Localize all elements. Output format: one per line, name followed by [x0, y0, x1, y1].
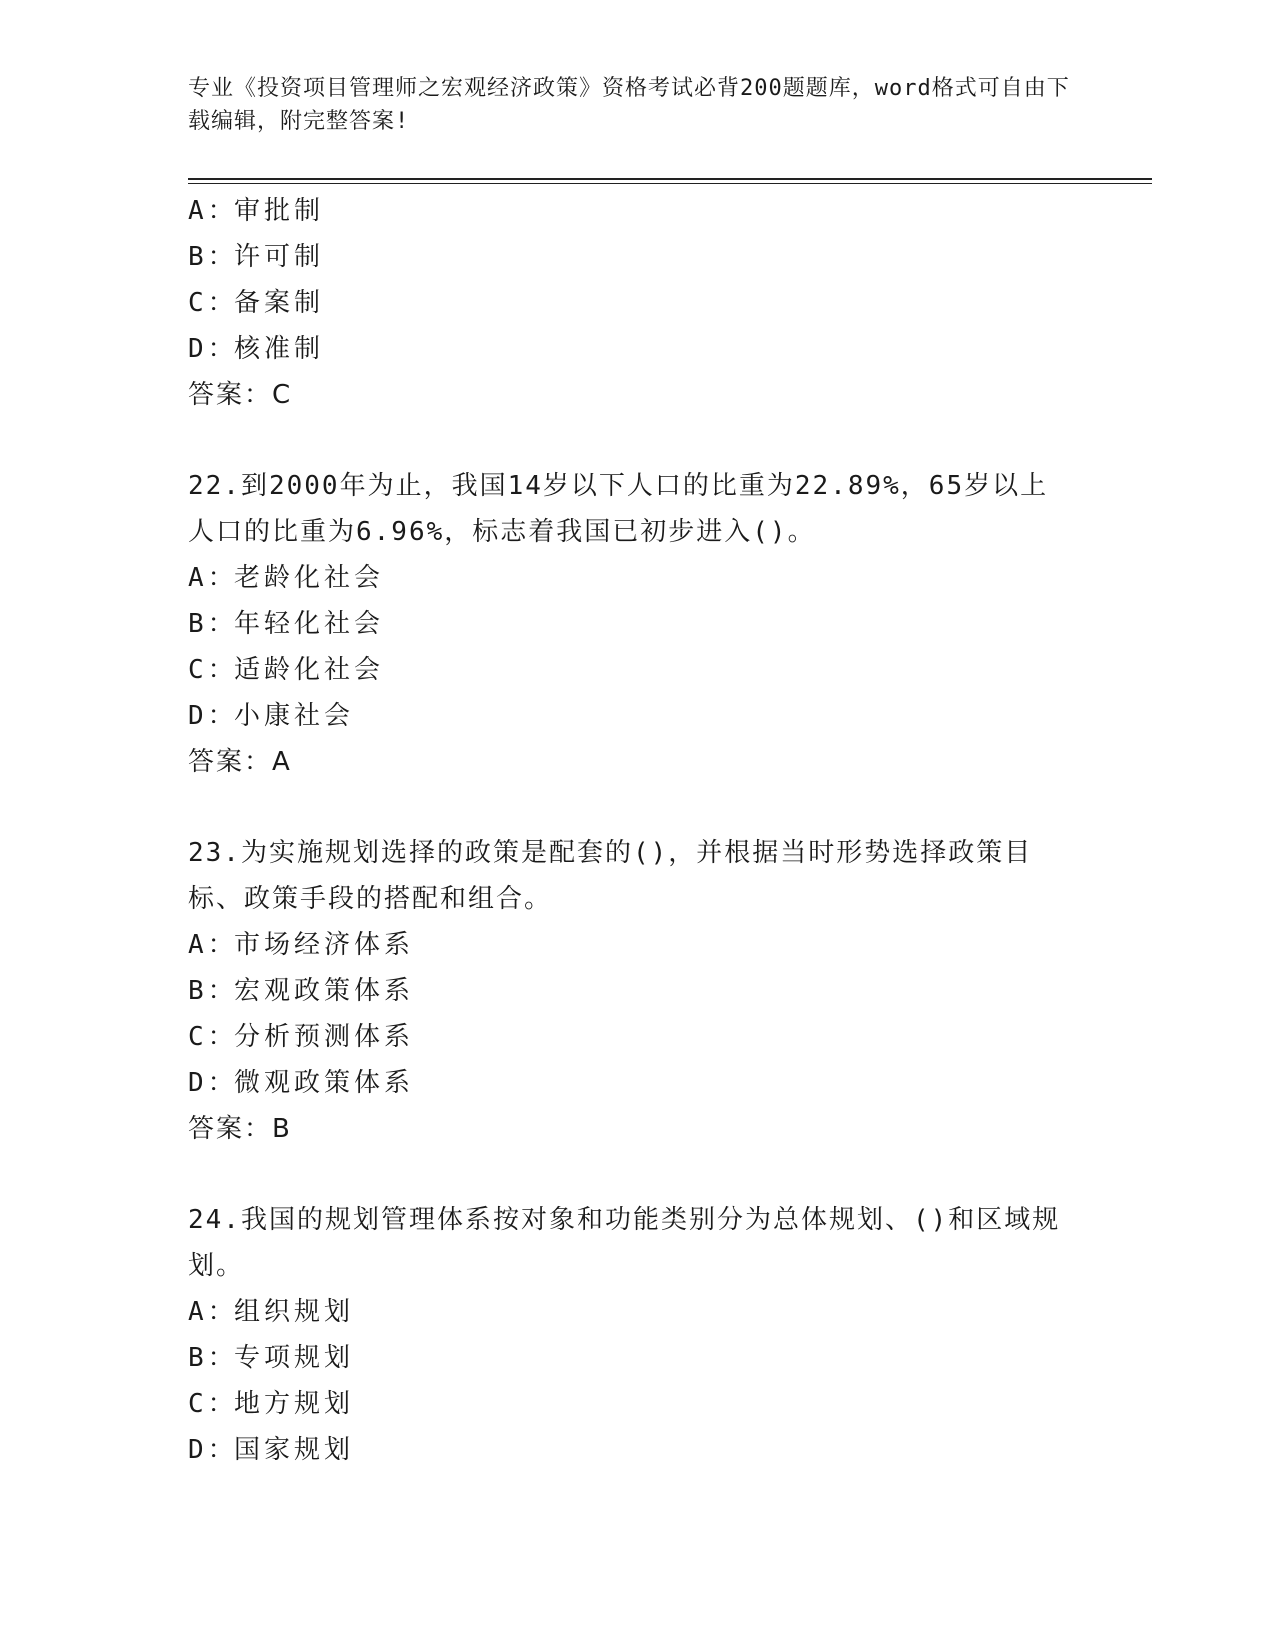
- option-d: D：国家规划: [188, 1435, 355, 1465]
- question-22: [188, 463, 1088, 785]
- header-divider-thin: [188, 183, 1152, 184]
- option-c: C：适龄化社会: [188, 655, 385, 685]
- option-c: C：备案制: [188, 288, 325, 318]
- option-d: D：核准制: [188, 334, 325, 364]
- option-d: D：微观政策体系: [188, 1068, 415, 1098]
- option-b: B：许可制: [188, 242, 325, 272]
- option-b: B：年轻化社会: [188, 609, 385, 639]
- option-a: A：组织规划: [188, 1297, 355, 1327]
- option-a: A：市场经济体系: [188, 930, 415, 960]
- option-a: A：老龄化社会: [188, 563, 385, 593]
- document-header: 专业《投资项目管理师之宏观经济政策》资格考试必背200题题库，word格式可自由下载编辑，附完整答案!: [188, 76, 1070, 134]
- answer-line: 答案：B: [188, 1114, 292, 1144]
- question-stem: 22.到2000年为止，我国14岁以下人口的比重为22.89%，65岁以上人口的比重为6.96%，标志着我国已初步进入()。: [188, 471, 1049, 547]
- option-c: C：分析预测体系: [188, 1022, 415, 1052]
- question-21-options: [188, 188, 1088, 418]
- answer-line: 答案：A: [188, 747, 292, 777]
- option-d: D：小康社会: [188, 701, 355, 731]
- question-23: [188, 830, 1088, 1152]
- question-list: [188, 188, 1088, 1473]
- question-24: [188, 1197, 1088, 1473]
- answer-line: 答案：C: [188, 380, 293, 410]
- option-a: A：审批制: [188, 196, 325, 226]
- question-stem: 23.为实施规划选择的政策是配套的()，并根据当时形势选择政策目标、政策手段的搭配和组合。: [188, 838, 1033, 914]
- option-b: B：专项规划: [188, 1343, 355, 1373]
- option-b: B：宏观政策体系: [188, 976, 415, 1006]
- question-stem: 24.我国的规划管理体系按对象和功能类别分为总体规划、()和区域规划。: [188, 1205, 1061, 1281]
- option-c: C：地方规划: [188, 1389, 355, 1419]
- header-divider-thick: [188, 178, 1152, 180]
